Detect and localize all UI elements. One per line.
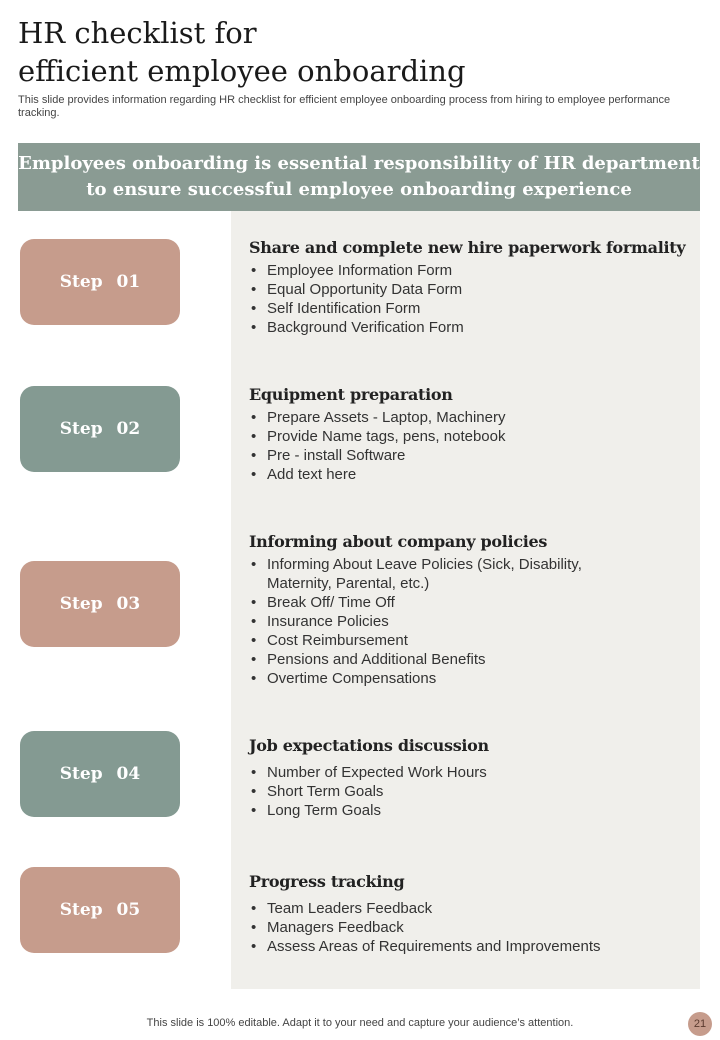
step-03-list: [249, 555, 694, 688]
list-item: • Pre - install Software: [249, 446, 694, 465]
list-item: • Self Identification Form: [249, 299, 694, 318]
step-04-heading: Job expectations discussion: [249, 736, 489, 755]
list-item: • Team Leaders Feedback: [249, 899, 694, 918]
list-item: • Equal Opportunity Data Form: [249, 280, 694, 299]
step-02-list: [249, 408, 694, 484]
title-line-1: HR checklist for: [18, 16, 257, 50]
title-line-2: efficient employee onboarding: [18, 54, 466, 88]
list-item: • Informing About Leave Policies (Sick, Disability, Maternity, Parental, etc.): [249, 555, 612, 593]
step-05-list: [249, 899, 694, 956]
banner-line-1: Employees onboarding is essential responsibility of HR department: [18, 153, 700, 174]
step-03-badge: Step 03: [20, 561, 180, 647]
key-message-banner: [18, 143, 700, 211]
step-05-section: [249, 871, 694, 956]
list-item: • Short Term Goals: [249, 782, 694, 801]
list-item: • Prepare Assets - Laptop, Machinery: [249, 408, 694, 427]
list-item: • Break Off/ Time Off: [249, 593, 694, 612]
footer-note: This slide is 100% editable. Adapt it to your need and capture your audience’s attention.: [146, 1017, 574, 1029]
page-title: [18, 14, 466, 90]
step-02-section: [249, 384, 694, 484]
step-01-list: [249, 261, 694, 337]
banner-line-2: to ensure successful employee onboarding experience: [86, 179, 632, 200]
step-04-section: [249, 735, 694, 820]
page-subtitle: This slide provides information regarding HR checklist for efficient employee onboarding process from hiring to employee performance tracking.: [18, 94, 671, 119]
list-item: • Employee Information Form: [249, 261, 694, 280]
list-item: • Managers Feedback: [249, 918, 694, 937]
list-item: • Add text here: [249, 465, 694, 484]
step-03-heading: Informing about company policies: [249, 532, 548, 551]
list-item: • Provide Name tags, pens, notebook: [249, 427, 694, 446]
list-item: • Assess Areas of Requirements and Improvements: [249, 937, 694, 956]
step-02-heading: Equipment preparation: [249, 385, 453, 404]
list-item: • Pensions and Additional Benefits: [249, 650, 694, 669]
list-item: • Number of Expected Work Hours: [249, 763, 694, 782]
list-item: • Background Verification Form: [249, 318, 694, 337]
step-01-badge: Step 01: [20, 239, 180, 325]
step-01-heading: Share and complete new hire paperwork formality: [249, 238, 686, 257]
step-04-badge: Step 04: [20, 731, 180, 817]
step-02-badge: Step 02: [20, 386, 180, 472]
list-item: • Long Term Goals: [249, 801, 694, 820]
list-item: • Insurance Policies: [249, 612, 694, 631]
list-item: • Overtime Compensations: [249, 669, 694, 688]
step-01-section: [249, 237, 694, 337]
step-05-badge: Step 05: [20, 867, 180, 953]
page-number-badge: 21: [688, 1012, 712, 1036]
list-item: • Cost Reimbursement: [249, 631, 694, 650]
step-04-list: [249, 763, 694, 820]
step-05-heading: Progress tracking: [249, 872, 405, 891]
step-03-section: [249, 531, 694, 688]
